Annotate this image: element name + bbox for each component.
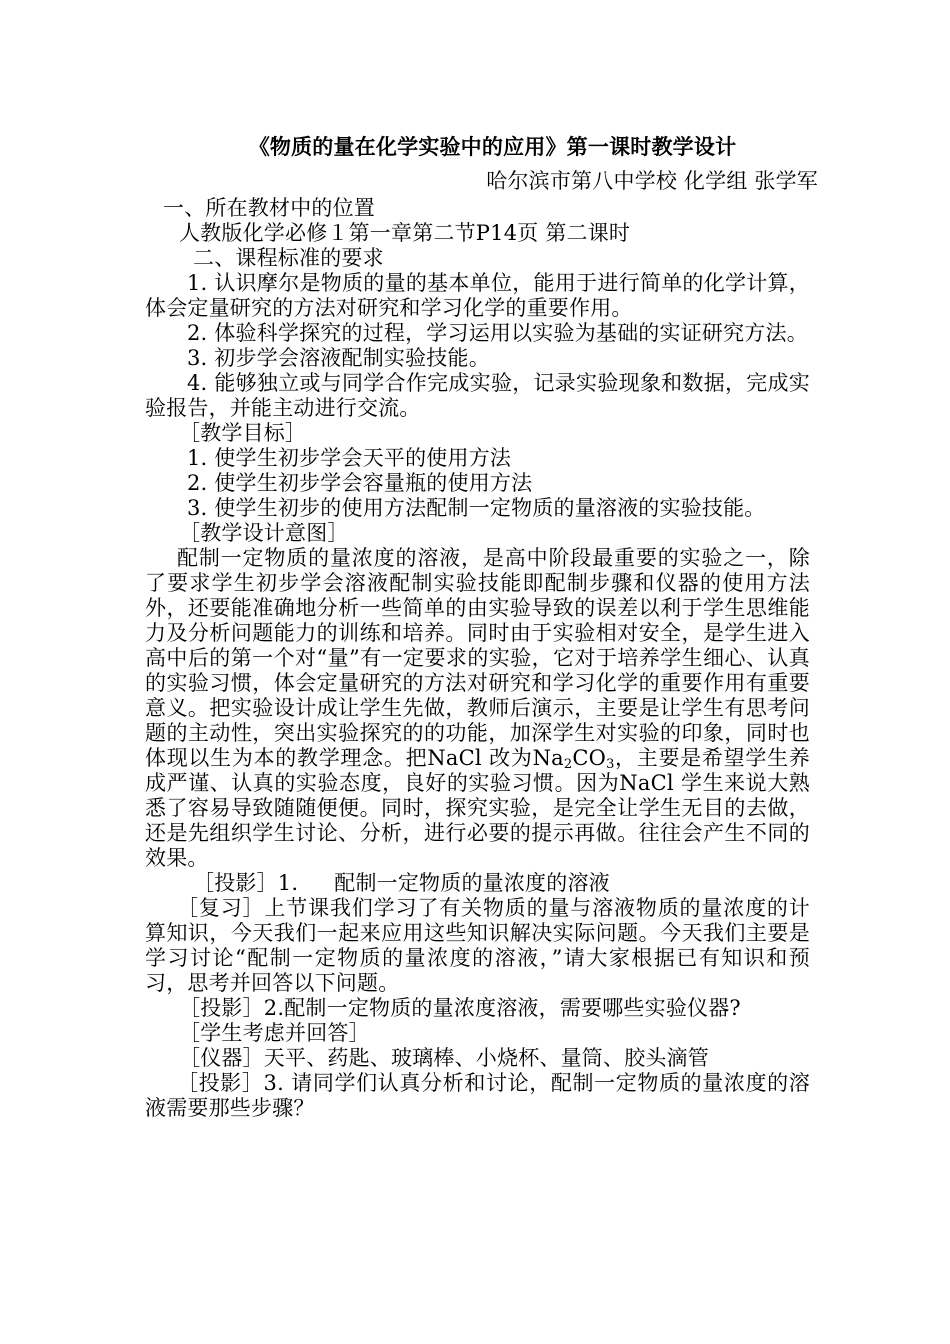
- projection-1: [145, 871, 810, 896]
- section-heading-position: 一、所在教材中的位置: [163, 196, 375, 220]
- projection-3: ［投影］3. 请同学们认真分析和讨论，配制一定物质的量浓度的溶液需要那些步骤？: [145, 1071, 810, 1120]
- design-intent-paragraph: [145, 546, 810, 871]
- standard-item-3: 3. 初步学会溶液配制实验技能。: [187, 346, 490, 370]
- design-intent-text-a: 配制一定物质的量浓度的溶液，是高中阶段最重要的实验之一，除了要求学生初步学会溶液配制实验技能即配制步骤和仪器的使用方法外，还要能准确地分析一些简单的由实验导致的误差以利于学生思维能力及分析问题能力的训练和培养。同时由于实验相对安全，是学生进入高中后的第一个对“量”有一定要求的实验，它对于培养学生细心、认真的实验习惯，体会定量研究的方法对研究和学习化学的重要作用有重要意义。把实验设计成让学生先做，教师后演示，主要是让学生有思考问题的主动性，突出实验探究的的功能，加深学生对实验的印象，同时也体现以生为本的教学理念。把NaCl 改为Na: [145, 546, 810, 770]
- standard-item-2: 2. 体验科学探究的过程，学习运用以实验为基础的实证研究方法。: [187, 321, 808, 345]
- design-intent-heading: ［教学设计意图］: [179, 521, 349, 545]
- textbook-position-text: 人教版化学必修１第一章第二节P14页 第二课时: [179, 221, 631, 245]
- instruments-list: ［仪器］天平、药匙、玻璃棒、小烧杯、量筒、胶头滴管: [179, 1046, 709, 1070]
- teaching-goal-3: 3. 使学生初步的使用方法配制一定物质的量溶液的实验技能。: [187, 496, 766, 520]
- projection-1-text: 配制一定物质的量浓度的溶液: [334, 871, 610, 895]
- document-title: 《物质的量在化学实验中的应用》第一课时教学设计: [248, 134, 737, 159]
- projection-2: ［投影］2.配制一定物质的量浓度溶液，需要哪些实验仪器?: [179, 996, 741, 1020]
- subscript-3: 3: [606, 757, 615, 772]
- section-heading-standards: 二、课程标准的要求: [193, 246, 384, 270]
- teaching-goal-2: 2. 使学生初步学会容量瓶的使用方法: [187, 471, 533, 495]
- document-page: [145, 128, 818, 1121]
- review-paragraph: ［复习］上节课我们学习了有关物质的量与溶液物质的量浓度的计算知识，今天我们一起来应用这些知识解决实际问题。今天我们主要是学习讨论“配制一定物质的量浓度的溶液，”请大家根据已有知识和预习，思考并回答以下问题。: [145, 896, 810, 995]
- teaching-goal-1: 1. 使学生初步学会天平的使用方法: [187, 446, 512, 470]
- standard-item-4: 4. 能够独立或与同学合作完成实验，记录实验现象和数据，完成实验报告，并能主动进行交流。: [145, 371, 810, 420]
- design-intent-text-c: ，主要是希望学生养成严谨、认真的实验态度，良好的实验习惯。因为NaCl 学生来说大熟悉了容易导致随随便便。同时，探究实验，是完全让学生无目的去做，还是先组织学生讨论、分析，进行必要的提示再做。往往会产生不同的效果。: [145, 746, 810, 870]
- projection-1-label: ［投影］1.: [193, 871, 299, 895]
- author-line: 哈尔滨市第八中学校 化学组 张学军: [486, 169, 818, 193]
- subscript-2: 2: [563, 757, 573, 772]
- student-answer-prompt: ［学生考虑并回答］: [179, 1021, 370, 1045]
- teaching-goals-heading: ［教学目标］: [179, 421, 307, 445]
- design-intent-text-b: CO: [572, 746, 607, 770]
- standard-item-1: 1. 认识摩尔是物质的量的基本单位，能用于进行简单的化学计算，体会定量研究的方法对研究和学习化学的重要作用。: [145, 271, 810, 320]
